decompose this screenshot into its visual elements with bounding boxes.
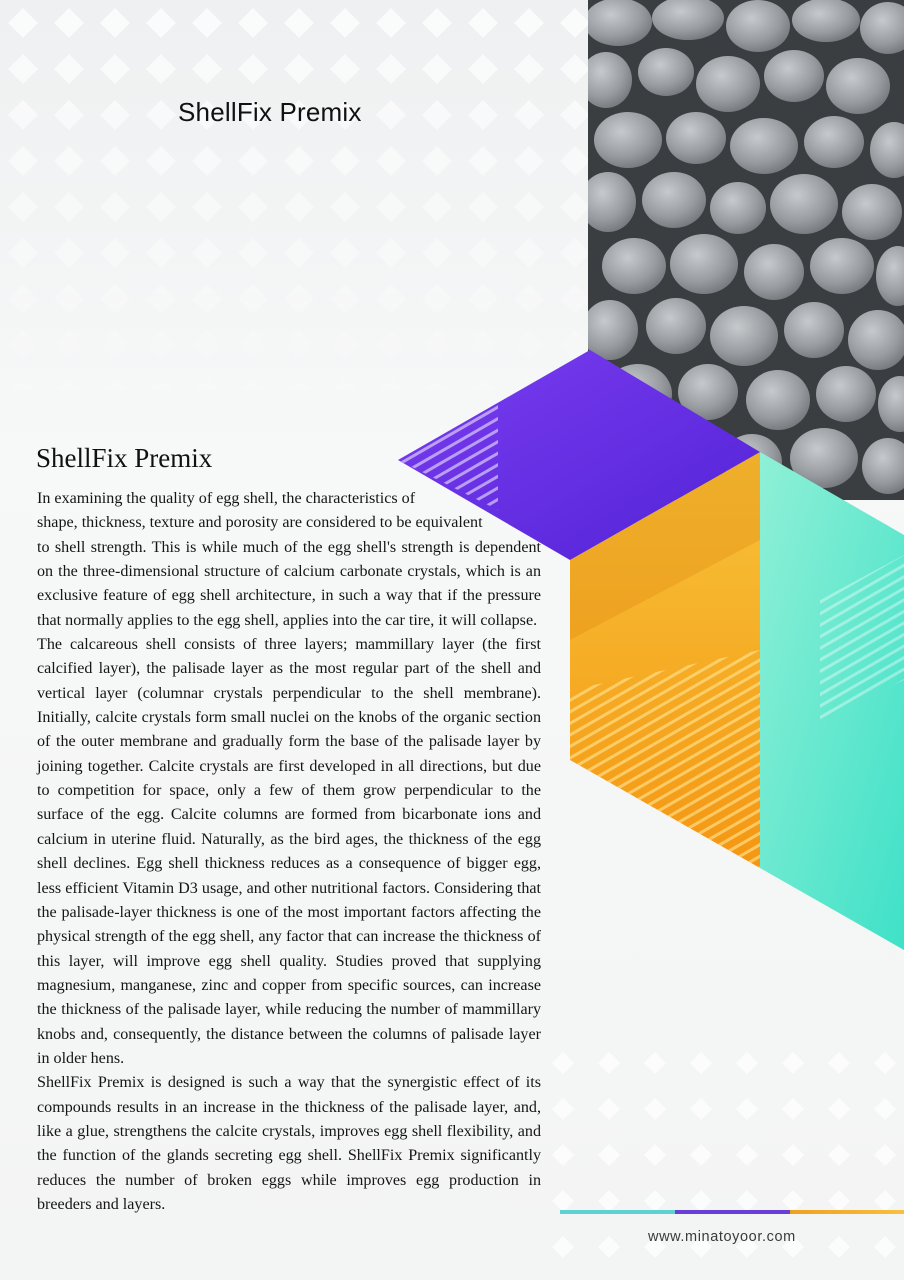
footer-color-rule (560, 1210, 904, 1214)
intro-line-1: In examining the quality of egg shell, the characteristics of (37, 490, 416, 507)
paragraph-1 (37, 487, 541, 633)
header-title: ShellFix Premix (178, 97, 362, 127)
paragraph-2: The calcareous shell consists of three layers; mammillary layer (the first calcified layer), the palisade layer as the most regular part of the shell and vertical layer (columnar crystals perpendicular to the shell membrane). Initially, calcite crystals form small nuclei on the knobs of the organic section of the outer membrane and gradually form the base of the palisade layer by joining together. Calcite crystals are first developed in all directions, but due to competition for space, only a few of them grow perpendicular to the surface of the egg. Calcite columns are formed from bicarbonate ions and calcium in uterine fluid. Naturally, as the bird ages, the thickness of the egg shell declines. Egg shell thickness reduces as a consequence of bigger egg, less efficient Vitamin D3 usage, and other nutritional factors. Considering that the palisade-layer thickness is one of the most important factors affecting the physical strength of the egg shell, any factor that can increase the thickness of this layer, will improve egg shell quality. Studies proved that supplying magnesium, manganese, zinc and copper from specific sources, can increase the thickness of the palisade layer, while reducing the number of mammillary knobs and, consequently, the distance between the columns of palisade layer in older hens. (37, 636, 541, 1067)
article-body (37, 487, 541, 1217)
intro-line-2: shape, thickness, texture and porosity are considered to be equivalent (37, 514, 483, 532)
paragraph-3: ShellFix Premix is designed is such a way that the synergistic effect of its compounds results in an increase in the thickness of the palisade layer, and, like a glue, strengthens the calcite crystals, improves egg shell flexibility, and the function of the glands secreting egg shell. ShellFix Premix significantly reduces the number of broken eggs while improves egg production in breeders and layers. (37, 1074, 541, 1213)
paragraph-1-rest: to shell strength. This is while much of the egg shell's strength is dependent on the three-dimensional structure of calcium carbonate crystals, which is an exclusive feature of egg shell architecture, in such a way that if the pressure that normally applies to the egg shell, applies into the car tire, it will collapse. (37, 538, 541, 629)
website-link[interactable]: www.minatoyoor.com (648, 1229, 796, 1245)
section-title: ShellFix Premix (36, 443, 213, 473)
